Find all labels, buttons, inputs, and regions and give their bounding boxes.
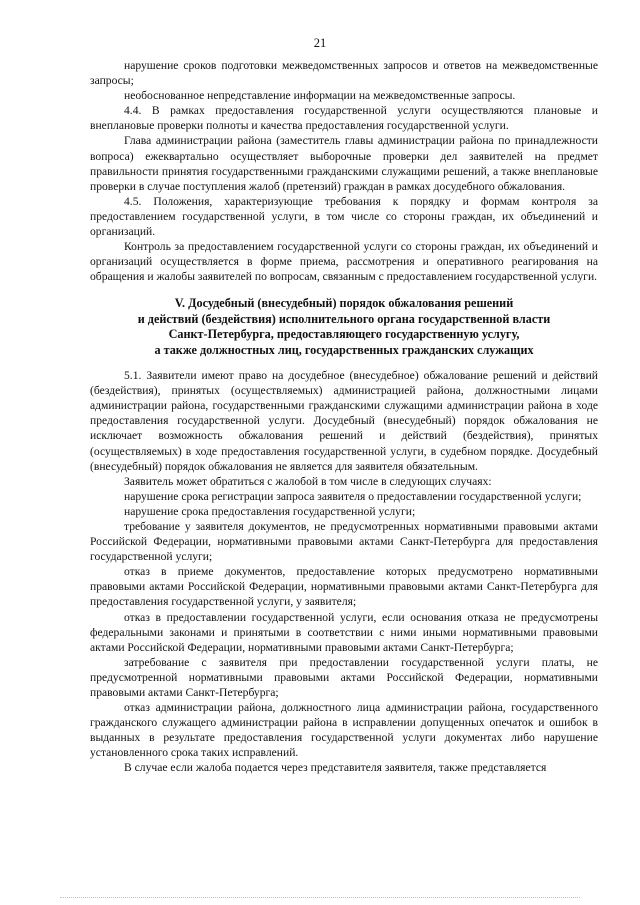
section-heading (90, 296, 598, 358)
paragraph: отказ в предоставлении государственной услуги, если основания отказа не предусмотрены федеральными законами и принятыми в соответствии с ними иными нормативными правовыми актами Российской Федерации, нормативными правовыми актами Санкт-Петербурга; (90, 610, 598, 654)
paragraph: отказ в приеме документов, предоставление которых предусмотрено нормативными правовыми актами Российской Федерации, нормативными правовыми актами Санкт-Петербурга для предоставления государственной услуги, у заявителя; (90, 565, 598, 609)
paragraph: требование у заявителя документов, не предусмотренных нормативными правовыми актами Российской Федерации, нормативными правовыми актами Санкт-Петербурга для предоставления государственной услуги; (90, 519, 598, 564)
paragraph: Глава администрации района (заместитель главы администрации района по принадлежности вопроса) ежеквартально осуществляет выборочные проверки дел заявителей на предмет правильности принятия государственными гражданскими служащими решений, а также внеплановые проверки в случае поступления жалоб (претензий) граждан в рамках досудебного обжалования. (90, 134, 598, 193)
paragraph: Заявитель может обратиться с жалобой в том числе в следующих случаях: (124, 474, 492, 488)
section-heading-line: а также должностных лиц, государственных гражданских служащих (154, 342, 534, 357)
paragraph: необоснованное непредставление информации на межведомственные запросы. (124, 89, 516, 103)
paragraph: 4.5. Положения, характеризующие требования к порядку и формам контроля за предоставлением государственной услуги, в том числе со стороны граждан, их объединений и организаций. (90, 194, 598, 239)
section-heading-line: V. Досудебный (внесудебный) порядок обжалования решений (174, 296, 514, 311)
paragraph: Контроль за предоставлением государственной услуги со стороны граждан, их объединений и организаций осуществляется в форме приема, рассмотрения и оперативного реагирования на обращения и жалобы заявителей по вопросам, связанным с предоставлением государственной услуги. (90, 240, 598, 284)
page-number: 21 (313, 36, 327, 50)
paragraph: нарушение срока регистрации запроса заявителя о предоставлении государственной услуги; (124, 489, 582, 503)
document-body (90, 58, 598, 776)
paragraph: В случае если жалоба подается через представителя заявителя, также представляется (124, 761, 547, 775)
section-heading-line: и действий (бездействия) исполнительного органа государственной власти (137, 311, 551, 326)
footer-scan-artifact (60, 897, 580, 902)
paragraph: затребование с заявителя при предоставлении государственной услуги платы, не предусмотренной нормативными правовыми актами Российской Федерации, нормативными правовыми актами Санкт-Петербурга; (90, 655, 598, 699)
paragraph: нарушение сроков подготовки межведомственных запросов и ответов на межведомственные запросы; (90, 59, 598, 88)
paragraph: 5.1. Заявители имеют право на досудебное (внесудебное) обжалование решений и действий (бездействия), принятых (осуществляемых) администрацией района, должностными лицами администрации района, государственными гражданскими служащими администрации района в ходе предоставления государственной услуги. Досудебный (внесудебный) порядок обжалования не исключает возможность обжалования решений и действий (бездействия), принятых (осуществляемых) в ходе предоставления государственной услуги, в судебном порядке. Досудебный (внесудебный) порядок обжалования не является для заявителя обязательным. (90, 369, 598, 473)
section-heading-line: Санкт-Петербурга, предоставляющего государственную услугу, (168, 327, 520, 342)
paragraph: 4.4. В рамках предоставления государственной услуги осуществляются плановые и внеплановые проверки полноты и качества предоставления государственной услуги. (90, 104, 598, 133)
paragraph: отказ администрации района, должностного лица администрации района, государственного гражданского служащего администрации района в исправлении допущенных опечаток и ошибок в выданных в результате предоставления государственной услуги документах либо нарушение установленного срока таких исправлений. (90, 701, 598, 760)
paragraph: нарушение срока предоставления государственной услуги; (124, 504, 416, 518)
